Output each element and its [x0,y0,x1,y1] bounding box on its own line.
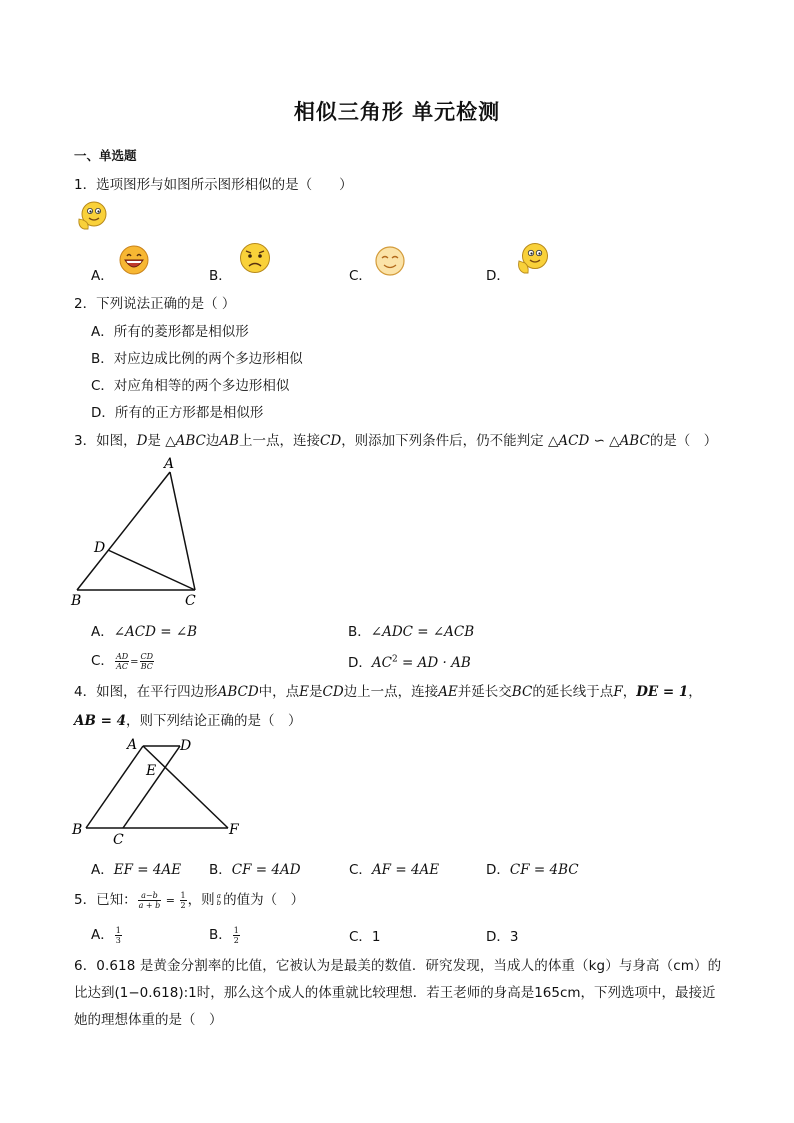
q4-option-d [486,858,579,878]
q4-option-a-label: A． [91,862,114,878]
q3-option-d [348,651,471,671]
q1-option-d-thinking-face-icon [513,241,551,277]
q5-frac-numerator: 1 [180,890,186,900]
q1-stem: 1．选项图形与如图所示图形相似的是（ ） [74,177,353,193]
q4-option-c [349,858,439,878]
q4-parallelogram-figure [66,732,256,850]
q1-option-d-label: D． [486,268,510,284]
q3-stem-text: 边 [205,433,220,449]
q5-stem [74,888,304,910]
q1-option-c-label: C． [349,268,372,284]
q4-stem-text: 边上一点，连接 [343,684,439,700]
q3-segment-ab: AB [219,433,240,449]
q3-equals: = [130,657,139,668]
q3-fraction-cd-bc [140,652,155,671]
q4-option-d-label: D． [486,862,510,878]
q5-option-b-fraction [233,926,240,945]
q1-option-c-smiling-face-icon [373,244,407,278]
q5-frac-denominator: 3 [115,935,121,945]
q4-stem-text: 中，点 [258,684,300,700]
q1-option-a-label: A． [91,268,114,284]
q5-stem-text: 5．已知： [74,892,137,908]
q2-option-d: D．所有的正方形都是相似形 [91,405,264,421]
q4-point-e: E [299,684,310,700]
q4-label-c: C [113,832,124,848]
q3-point-d: D [136,433,148,449]
q4-stem-text: 是 [309,684,323,700]
q4-option-c-label: C． [349,862,372,878]
q5-fraction-one-half [180,891,187,910]
q4-point-f: F [613,684,623,700]
q4-label-e: E [146,763,157,779]
q4-label-a: A [127,737,138,753]
q4-stem-text: ， [688,684,702,700]
q4-de-equals-1: DE = 1 [636,684,689,700]
q5-option-b-label: B． [209,927,232,943]
q5-frac-numerator: 1 [233,925,239,935]
q5-option-a-fraction [115,926,122,945]
q5-option-d: D．3 [486,929,519,945]
q5-frac-denominator: b [216,899,222,907]
q4-option-b [209,858,301,878]
q5-fraction-a-over-b [216,893,222,907]
q4-label-d: D [180,738,192,754]
q3-stem-text: ，则添加下列条件后，仍不能判定 △ [341,433,559,449]
q4-parallelogram-abcd: ABCD [217,684,259,700]
q5-frac-numerator: a [216,892,221,900]
q3-label-a: A [164,456,175,472]
q3-option-b-label: B． [348,624,371,640]
q6-line3: 她的理想体重的是（ ） [74,1012,223,1028]
q6-line1: 6．0.618 是黄金分割率的比值，它被认为是最美的数值．研究发现，当成人的体重（kg）与身高（cm）的 [74,958,722,974]
q5-fraction-a-minus-b-over-a-plus-b [138,891,162,910]
q3-option-d-exponent: 2 [392,654,398,665]
section-heading: 一、单选题 [74,148,137,163]
q2-option-c: C．对应角相等的两个多边形相似 [91,378,290,394]
q4-option-d-expr: CF = 4BC [509,862,579,878]
q5-frac-numerator: 1 [115,925,121,935]
q4-option-b-label: B． [209,862,232,878]
q3-fraction-ad-ac [115,652,129,671]
q3-frac-denominator: AC [116,661,128,671]
q5-option-c: C．1 [349,929,381,945]
q3-option-d-expr: AC [371,655,392,671]
q4-option-c-expr: AF = 4AE [371,862,440,878]
q1-reference-smiley-icon [75,199,111,233]
q5-frac-numerator: a−b [138,891,162,901]
q3-similar-symbol: ∽ △ [589,433,620,449]
q4-segment-cd: CD [322,684,344,700]
q4-segment-bc: BC [511,684,533,700]
q4-stem-line1 [74,680,702,700]
page-title: 相似三角形 单元检测 [293,100,501,124]
q3-frac-denominator: BC [140,661,153,671]
q5-frac-denominator: 2 [180,900,186,910]
q3-triangle-abc: ABC [175,433,206,449]
q3-label-c: C [185,593,196,609]
q3-option-c-label: C． [91,653,114,669]
q1-option-b-sad-face-icon [237,241,273,277]
q4-ab-equals-4: AB = 4 [74,713,126,729]
q5-stem-text: 的值为（ ） [223,892,305,908]
q3-option-a [91,620,197,640]
q2-option-a: A．所有的菱形都是相似形 [91,324,249,340]
q4-stem-text: ，则下列结论正确的是（ ） [126,713,302,729]
q4-stem-text: ， [622,684,637,700]
q3-stem-text: 是 △ [147,433,176,449]
q3-option-a-label: A． [91,624,114,640]
q5-frac-denominator: 2 [233,935,239,945]
q3-triangle-figure [66,450,216,612]
q3-option-b-expr: ∠ADC = ∠ACB [370,624,475,640]
q3-option-d-expr: = AD · AB [397,655,471,671]
q3-label-d: D [94,540,106,556]
q5-frac-denominator: a + b [138,900,161,910]
q2-stem: 2．下列说法正确的是（ ） [74,296,236,312]
q4-option-a [91,858,181,878]
q3-stem-text: 3．如图， [74,433,137,449]
q3-stem-text: 上一点，连接 [239,433,321,449]
q1-option-b-label: B． [209,268,232,284]
q5-option-a [91,923,123,945]
q3-option-b [348,620,474,640]
q1-option-a-laughing-face-icon [117,243,151,277]
q4-stem-line2 [74,709,302,729]
q4-option-a-expr: EF = 4AE [113,862,182,878]
q5-option-a-label: A． [91,927,114,943]
q4-stem-text: 4．如图，在平行四边形 [74,684,218,700]
q3-stem-text: 的是（ ） [649,433,718,449]
q5-stem-text: ，则 [187,892,215,908]
q3-triangle-acd: ACD [558,433,590,449]
q5-equals: = [162,894,179,907]
q3-option-a-expr: ∠ACD = ∠B [113,624,198,640]
q4-stem-text: 并延长交 [457,684,512,700]
q4-label-b: B [72,822,83,838]
q3-triangle-abc: ABC [619,433,650,449]
q3-frac-numerator: CD [140,651,154,661]
q4-label-f: F [229,822,239,838]
q3-frac-numerator: AD [115,651,129,661]
q3-segment-cd: CD [320,433,342,449]
q3-option-c [91,649,155,671]
q3-option-d-label: D． [348,655,372,671]
q5-option-b [209,923,241,945]
q4-option-b-expr: CF = 4AD [231,862,301,878]
q4-stem-text: 的延长线于点 [532,684,614,700]
q3-label-b: B [71,593,82,609]
q4-segment-ae: AE [438,684,458,700]
q3-stem [74,429,717,449]
q6-line2: 比达到(1−0.618):1时，那么这个成人的体重就比较理想．若王老师的身高是165cm，下列选项中，最接近 [74,985,716,1001]
q2-option-b: B．对应边成比例的两个多边形相似 [91,351,303,367]
